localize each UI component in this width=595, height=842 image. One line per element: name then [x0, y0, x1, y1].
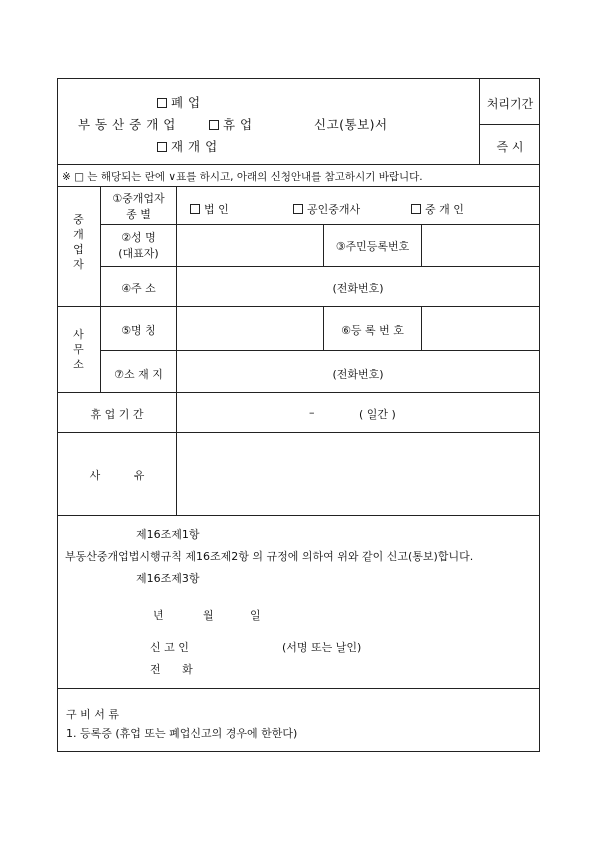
type-option-corp[interactable]: 법 인 — [190, 201, 229, 217]
date-month: 월 — [203, 609, 214, 622]
office-section-bottom — [57, 392, 540, 393]
office-regnum-field[interactable] — [422, 307, 539, 350]
checkbox-suspend[interactable] — [209, 120, 219, 130]
office-name-label: ⑤명 칭 — [121, 324, 156, 337]
office-row1-bottom — [100, 350, 540, 351]
applicant-sign[interactable]: (서명 또는 날인) — [282, 641, 362, 654]
office-name-field[interactable] — [177, 307, 323, 350]
clause-1: 제16조제1항 — [136, 528, 200, 541]
checkbox-reopen[interactable] — [157, 142, 167, 152]
documents-item-1: 1. 등록증 (휴업 또는 폐업신고의 경우에 한한다) — [66, 727, 298, 740]
regno-label: ③주민등록번호 — [335, 240, 410, 253]
type-option-broker[interactable]: 중 개 인 — [411, 201, 464, 217]
office-phone-label[interactable]: (전화번호) — [332, 368, 384, 381]
broker-type-label: ①중개업자 종 별 — [112, 192, 165, 221]
reason-bottom — [57, 515, 540, 516]
broker-name-label: ②성 명 (대표자) — [118, 231, 159, 260]
border-bottom — [57, 751, 540, 752]
date-day: 일 — [250, 609, 261, 622]
header-suffix: 신고(통보)서 — [314, 117, 388, 132]
office-regnum-label: ⑥등 록 번 호 — [341, 324, 404, 337]
suspension-days[interactable]: ( 일간 ) — [359, 408, 396, 421]
regno-field[interactable] — [422, 225, 539, 266]
header-prefix: 부 동 산 중 개 업 — [78, 117, 176, 132]
option-close[interactable]: 폐 업 — [157, 93, 201, 111]
broker-section-label: 중 개 업 자 — [73, 213, 84, 271]
border-top — [57, 78, 540, 79]
option-reopen[interactable]: 재 개 업 — [157, 137, 218, 155]
clause-3: 제16조제3항 — [136, 572, 200, 585]
declaration-bottom — [57, 688, 540, 689]
checkbox-close[interactable] — [157, 98, 167, 108]
border-right — [539, 78, 540, 752]
applicant-phone-label: 전 화 — [150, 663, 193, 676]
broker-row2-bottom — [100, 266, 540, 267]
processing-label: 처리기간 — [486, 97, 534, 111]
checkbox-corp[interactable] — [190, 204, 200, 214]
broker-name-field[interactable] — [177, 225, 323, 266]
checkbox-broker[interactable] — [411, 204, 421, 214]
office-location-label: ⑦소 재 지 — [114, 368, 163, 381]
applicant-label: 신 고 인 — [150, 641, 189, 654]
declaration-line: 부동산중개업법시행규칙 제16조제2항 의 규정에 의하여 위와 같이 신고(통보)합니다. — [65, 550, 474, 563]
processing-box-mid — [479, 124, 540, 125]
notice-text: ※ □ 는 해당되는 란에 ∨표를 하시고, 아래의 신청안내를 참고하시기 바랍니다. — [62, 171, 423, 183]
office-section-label: 사 무 소 — [73, 328, 84, 371]
processing-value: 즉 시 — [496, 140, 524, 154]
reason-field[interactable] — [177, 433, 539, 515]
date-year: 년 — [153, 609, 164, 622]
documents-title: 구 비 서 류 — [66, 708, 119, 721]
address-phone-label[interactable]: (전화번호) — [332, 282, 384, 295]
header-bottom-line — [57, 164, 540, 165]
notice-bottom-line — [57, 186, 540, 187]
address-label: ④주 소 — [121, 282, 156, 295]
suspension-dash: – — [309, 406, 315, 419]
suspension-label: 휴 업 기 간 — [90, 408, 144, 421]
checkbox-agent[interactable] — [293, 204, 303, 214]
type-option-agent[interactable]: 공인중개사 — [293, 201, 360, 217]
option-suspend[interactable]: 휴 업 — [209, 115, 253, 133]
reason-label: 사 유 — [89, 469, 145, 482]
